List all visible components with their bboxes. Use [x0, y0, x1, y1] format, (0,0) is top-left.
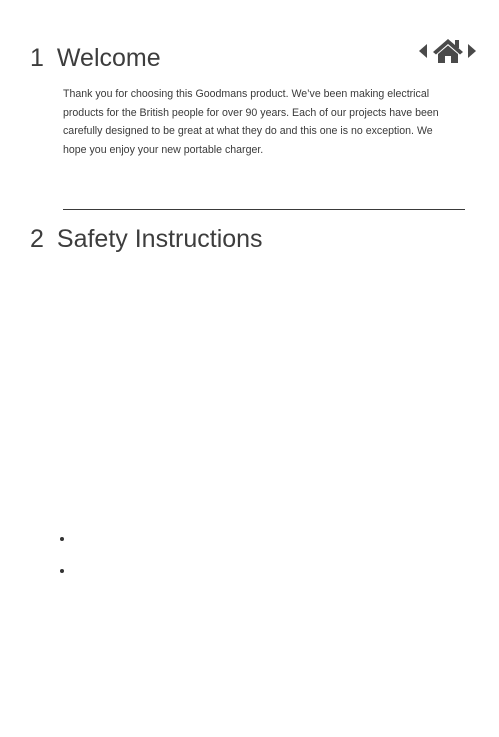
section-divider — [63, 209, 465, 210]
welcome-paragraph: Thank you for choosing this Goodmans product. We’ve been making electrical products for the British people for over 90 years. Each of our projects have been carefully designed to be great at what they do and this one is no exception. We hope you enjoy your new portable charger. — [63, 88, 439, 156]
previous-page-button[interactable] — [418, 44, 428, 58]
section-title: Safety Instructions — [56, 225, 263, 253]
list-item — [60, 560, 64, 592]
section-welcome-heading — [30, 43, 161, 73]
bullet-icon — [60, 537, 64, 541]
next-page-button[interactable] — [467, 44, 477, 58]
bullet-icon — [60, 569, 64, 573]
section-number: 1 — [30, 44, 44, 72]
safety-bullet-list — [60, 528, 64, 592]
chevron-right-icon — [467, 44, 477, 58]
chevron-left-icon — [418, 44, 428, 58]
section-title: Welcome — [56, 44, 161, 72]
section-number: 2 — [30, 225, 44, 253]
home-button[interactable] — [432, 38, 464, 64]
list-item — [60, 528, 64, 560]
section-safety-heading — [30, 224, 263, 254]
home-icon — [432, 38, 464, 64]
page-navigation — [418, 38, 478, 64]
